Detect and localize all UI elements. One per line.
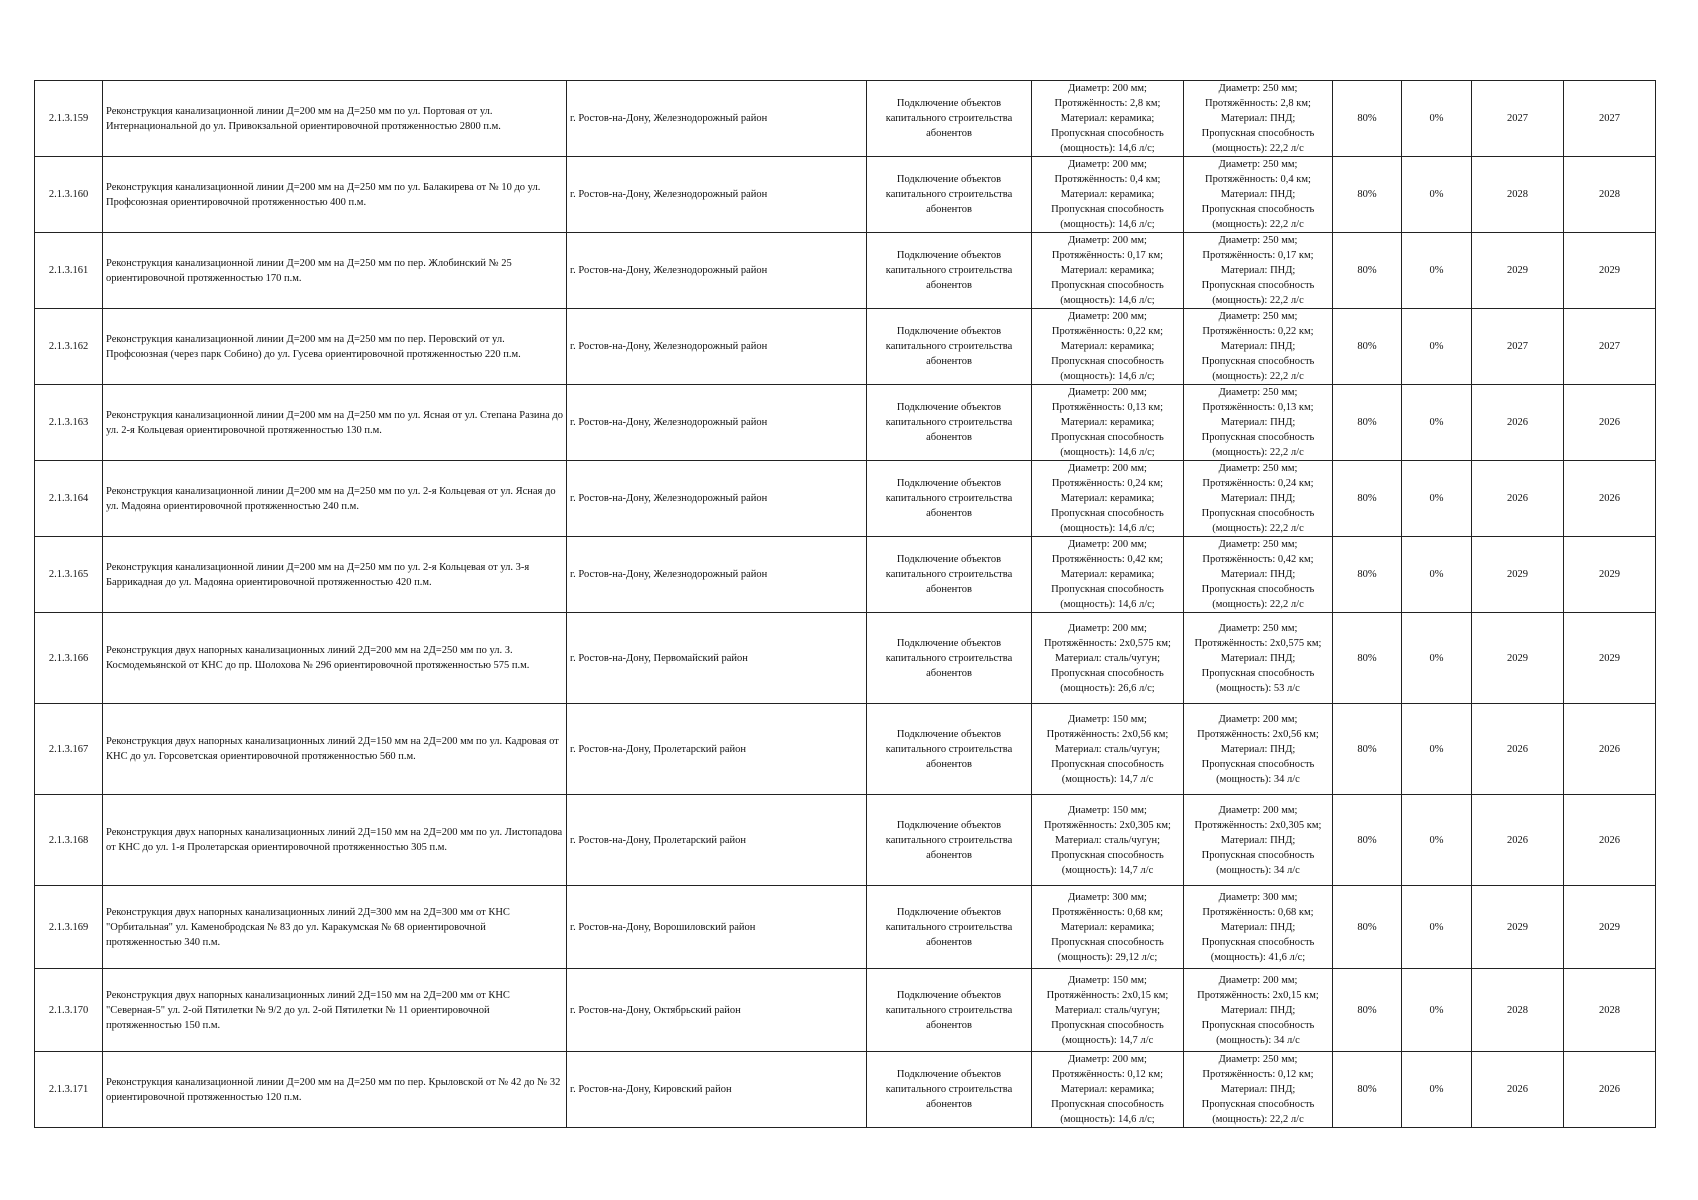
row-number: 2.1.3.171 [35,1052,103,1128]
spec-line: Протяжённость: 2х0,305 км; [1194,819,1322,831]
row-number: 2.1.3.166 [35,613,103,704]
spec-line: Материал: керамика; [1060,189,1155,200]
spec-line: Протяжённость: 0,12 км; [1051,1069,1164,1080]
spec-line: Протяжённость: 2х0,56 км; [1197,728,1319,740]
project-location: г. Ростов-на-Дону, Ворошиловский район [567,886,867,969]
spec-line: Диаметр: 200 мм; [1068,539,1147,550]
row-number: 2.1.3.163 [35,385,103,461]
spec-line: Протяжённость: 0,17 км; [1051,250,1164,261]
table-row [35,461,1656,537]
specs-after [1184,886,1333,969]
end-year: 2029 [1564,613,1656,704]
spec-line: Пропускная способность [1051,758,1164,770]
table-row [35,704,1656,795]
specs-before [1032,309,1184,385]
spec-line: (мощность): 14,6 л/с; [1060,523,1155,534]
spec-line: Материал: керамика; [1060,921,1155,933]
spec-line: Материал: ПНД; [1220,1084,1296,1095]
percent-completed: 0% [1402,385,1472,461]
percent-readiness: 80% [1333,309,1402,385]
specs-before [1032,157,1184,233]
spec-line: Диаметр: 200 мм; [1068,235,1147,246]
end-year: 2026 [1564,795,1656,886]
spec-line: Материал: ПНД; [1220,834,1296,846]
percent-completed: 0% [1402,157,1472,233]
project-purpose: Подключение объектов капитального строительства абонентов [867,309,1032,385]
table-row [35,613,1656,704]
spec-line: Пропускная способность [1201,280,1315,291]
spec-line: (мощность): 34 л/с [1216,773,1300,785]
spec-line: Пропускная способность [1201,936,1315,948]
spec-line: Материал: ПНД; [1220,265,1296,276]
specs-before [1032,886,1184,969]
spec-line: Пропускная способность [1051,1019,1164,1031]
investment-program-table [34,80,1656,1128]
spec-line: Пропускная способность [1201,508,1315,519]
spec-line: Материал: ПНД; [1220,417,1296,428]
specs-before [1032,385,1184,461]
project-purpose: Подключение объектов капитального строительства абонентов [867,385,1032,461]
spec-line: Диаметр: 250 мм; [1218,159,1298,170]
spec-line: (мощность): 14,6 л/с; [1060,447,1155,458]
spec-line: Диаметр: 200 мм; [1068,311,1147,322]
project-purpose: Подключение объектов капитального строительства абонентов [867,969,1032,1052]
table-row [35,81,1656,157]
project-location: г. Ростов-на-Дону, Пролетарский район [567,704,867,795]
spec-line: Протяжённость: 0,13 км; [1202,402,1314,413]
percent-readiness: 80% [1333,385,1402,461]
spec-line: Диаметр: 250 мм; [1218,1054,1298,1065]
percent-readiness: 80% [1333,1052,1402,1128]
project-location: г. Ростов-на-Дону, Первомайский район [567,613,867,704]
spec-line: Материал: ПНД; [1220,569,1296,580]
spec-line: Протяжённость: 0,42 км; [1051,554,1164,565]
project-location: г. Ростов-на-Дону, Кировский район [567,1052,867,1128]
start-year: 2028 [1472,969,1564,1052]
project-location: г. Ростов-на-Дону, Железнодорожный район [567,537,867,613]
spec-line: Протяжённость: 0,68 км; [1202,906,1314,918]
project-location: г. Ростов-на-Дону, Железнодорожный район [567,461,867,537]
spec-line: (мощность): 22,2 л/с [1212,599,1304,610]
spec-line: (мощность): 22,2 л/с [1212,371,1304,382]
spec-line: Протяжённость: 0,12 км; [1202,1069,1314,1080]
percent-readiness: 80% [1333,613,1402,704]
spec-line: Протяжённость: 0,42 км; [1202,554,1314,565]
specs-before [1032,613,1184,704]
spec-line: Протяжённость: 0,4 км; [1054,174,1161,185]
table-row [35,969,1656,1052]
spec-line: Пропускная способность [1051,936,1164,948]
start-year: 2029 [1472,886,1564,969]
row-number: 2.1.3.165 [35,537,103,613]
spec-line: Материал: керамика; [1060,341,1155,352]
spec-line: Материал: ПНД; [1220,743,1296,755]
start-year: 2029 [1472,613,1564,704]
spec-line: Пропускная способность [1201,584,1315,595]
specs-before [1032,795,1184,886]
table-row [35,795,1656,886]
start-year: 2026 [1472,385,1564,461]
row-number: 2.1.3.160 [35,157,103,233]
percent-readiness: 80% [1333,886,1402,969]
project-purpose: Подключение объектов капитального строительства абонентов [867,157,1032,233]
spec-line: (мощность): 26,6 л/с; [1060,682,1155,694]
specs-after [1184,309,1333,385]
spec-line: (мощность): 14,6 л/с; [1060,143,1155,154]
percent-readiness: 80% [1333,969,1402,1052]
project-purpose: Подключение объектов капитального строительства абонентов [867,1052,1032,1128]
spec-line: Материал: керамика; [1060,1084,1155,1095]
percent-completed: 0% [1402,1052,1472,1128]
spec-line: Диаметр: 200 мм; [1068,387,1147,398]
project-name: Реконструкция двух напорных канализационных линий 2Д=150 мм на 2Д=200 мм по ул. Кадровая от КНС до ул. Горсоветская ориентировочной протяженностью 560 п.м. [103,704,567,795]
row-number: 2.1.3.167 [35,704,103,795]
spec-line: Пропускная способность [1201,849,1315,861]
spec-line: Материал: керамика; [1060,493,1155,504]
spec-line: (мощность): 34 л/с [1216,864,1300,876]
specs-after [1184,795,1333,886]
project-location: г. Ростов-на-Дону, Пролетарский район [567,795,867,886]
spec-line: Пропускная способность [1051,432,1164,443]
percent-readiness: 80% [1333,704,1402,795]
specs-after [1184,385,1333,461]
spec-line: (мощность): 14,7 л/с [1061,864,1154,876]
start-year: 2029 [1472,233,1564,309]
spec-line: Протяжённость: 2х0,56 км; [1046,728,1169,740]
project-name: Реконструкция двух напорных канализационных линий 2Д=150 мм на 2Д=200 мм по ул. Листопадова от КНС до ул. 1-я Пролетарская ориентировочной протяженностью 305 п.м. [103,795,567,886]
spec-line: Диаметр: 250 мм; [1218,311,1298,322]
start-year: 2026 [1472,461,1564,537]
project-name: Реконструкция двух напорных канализационных линий 2Д=300 мм на 2Д=300 мм от КНС "Орбитальная" ул. Каменобродская № 83 до ул. Каракумская № 68 ориентировочной протяженностью 340 п.м. [103,886,567,969]
spec-line: (мощность): 29,12 л/с; [1057,951,1158,963]
spec-line: Протяжённость: 0,17 км; [1202,250,1314,261]
specs-after [1184,157,1333,233]
spec-line: (мощность): 14,6 л/с; [1060,599,1155,610]
percent-completed: 0% [1402,461,1472,537]
project-location: г. Ростов-на-Дону, Октябрьский район [567,969,867,1052]
spec-line: (мощность): 53 л/с [1216,682,1300,694]
specs-before [1032,537,1184,613]
spec-line: Материал: сталь/чугун; [1054,1004,1161,1016]
project-name: Реконструкция канализационной линии Д=200 мм на Д=250 мм по ул. 2-я Кольцевая от ул. 3-я Баррикадная до ул. Мадояна ориентировочной протяженностью 420 п.м. [103,537,567,613]
project-purpose: Подключение объектов капитального строительства абонентов [867,704,1032,795]
start-year: 2026 [1472,704,1564,795]
spec-line: Диаметр: 200 мм; [1068,622,1147,634]
percent-readiness: 80% [1333,537,1402,613]
project-purpose: Подключение объектов капитального строительства абонентов [867,795,1032,886]
percent-completed: 0% [1402,613,1472,704]
specs-after [1184,1052,1333,1128]
table-row [35,537,1656,613]
spec-line: Диаметр: 200 мм; [1068,1054,1147,1065]
percent-completed: 0% [1402,309,1472,385]
specs-after [1184,969,1333,1052]
end-year: 2026 [1564,385,1656,461]
spec-line: Диаметр: 250 мм; [1218,539,1298,550]
table-row [35,309,1656,385]
end-year: 2029 [1564,233,1656,309]
spec-line: (мощность): 22,2 л/с [1212,143,1304,154]
end-year: 2026 [1564,704,1656,795]
start-year: 2028 [1472,157,1564,233]
project-location: г. Ростов-на-Дону, Железнодорожный район [567,233,867,309]
end-year: 2028 [1564,157,1656,233]
project-purpose: Подключение объектов капитального строительства абонентов [867,233,1032,309]
spec-line: Материал: ПНД; [1220,189,1296,200]
spec-line: Протяжённость: 2х0,575 км; [1044,637,1171,649]
spec-line: Протяжённость: 0,22 км; [1202,326,1314,337]
project-purpose: Подключение объектов капитального строительства абонентов [867,461,1032,537]
row-number: 2.1.3.162 [35,309,103,385]
spec-line: (мощность): 14,7 л/с [1061,773,1154,785]
percent-completed: 0% [1402,795,1472,886]
percent-readiness: 80% [1333,461,1402,537]
project-name: Реконструкция канализационной линии Д=200 мм на Д=250 мм по ул. Балакирева от № 10 до ул. Профсоюзная ориентировочной протяженностью 400 п.м. [103,157,567,233]
row-number: 2.1.3.161 [35,233,103,309]
project-purpose: Подключение объектов капитального строительства абонентов [867,613,1032,704]
project-name: Реконструкция канализационной линии Д=200 мм на Д=250 мм по пер. Крыловской от № 42 до № 32 ориентировочной протяженностью 120 п.м. [103,1052,567,1128]
spec-line: Пропускная способность [1051,128,1164,139]
project-location: г. Ростов-на-Дону, Железнодорожный район [567,81,867,157]
spec-line: Протяжённость: 0,4 км; [1205,174,1311,185]
spec-line: Диаметр: 150 мм; [1068,713,1147,725]
spec-line: (мощность): 22,2 л/с [1212,1114,1304,1125]
spec-line: Материал: ПНД; [1220,341,1296,352]
project-location: г. Ростов-на-Дону, Железнодорожный район [567,385,867,461]
table-row [35,385,1656,461]
spec-line: Протяжённость: 2,8 км; [1054,98,1161,109]
spec-line: Материал: ПНД; [1220,1004,1296,1016]
row-number: 2.1.3.159 [35,81,103,157]
spec-line: Пропускная способность [1201,356,1315,367]
row-number: 2.1.3.170 [35,969,103,1052]
spec-line: Протяжённость: 2,8 км; [1205,98,1311,109]
specs-before [1032,1052,1184,1128]
percent-readiness: 80% [1333,157,1402,233]
row-number: 2.1.3.168 [35,795,103,886]
end-year: 2026 [1564,1052,1656,1128]
row-number: 2.1.3.169 [35,886,103,969]
spec-line: Материал: ПНД; [1220,113,1296,124]
spec-line: (мощность): 41,6 л/с; [1210,951,1306,963]
spec-line: Пропускная способность [1051,584,1164,595]
spec-line: Протяжённость: 0,22 км; [1051,326,1164,337]
end-year: 2026 [1564,461,1656,537]
project-purpose: Подключение объектов капитального строительства абонентов [867,81,1032,157]
spec-line: Протяжённость: 0,24 км; [1051,478,1164,489]
spec-line: Материал: керамика; [1060,265,1155,276]
specs-after [1184,233,1333,309]
specs-after [1184,537,1333,613]
spec-line: Диаметр: 150 мм; [1068,974,1147,986]
spec-line: Материал: сталь/чугун; [1054,834,1161,846]
percent-completed: 0% [1402,233,1472,309]
spec-line: Пропускная способность [1201,204,1315,215]
spec-line: Материал: керамика; [1060,569,1155,580]
spec-line: Диаметр: 200 мм; [1068,83,1147,94]
percent-readiness: 80% [1333,795,1402,886]
spec-line: Материал: ПНД; [1220,493,1296,504]
spec-line: Протяжённость: 2х0,15 км; [1197,989,1319,1001]
start-year: 2029 [1472,537,1564,613]
start-year: 2027 [1472,81,1564,157]
spec-line: Материал: сталь/чугун; [1054,743,1161,755]
specs-after [1184,461,1333,537]
percent-readiness: 80% [1333,81,1402,157]
project-location: г. Ростов-на-Дону, Железнодорожный район [567,309,867,385]
spec-line: Пропускная способность [1201,758,1315,770]
project-location: г. Ростов-на-Дону, Железнодорожный район [567,157,867,233]
spec-line: Материал: керамика; [1060,113,1155,124]
specs-before [1032,81,1184,157]
spec-line: Пропускная способность [1051,508,1164,519]
spec-line: (мощность): 14,7 л/с [1061,1034,1154,1046]
project-purpose: Подключение объектов капитального строительства абонентов [867,537,1032,613]
spec-line: Протяжённость: 2х0,575 км; [1194,637,1322,649]
spec-line: Протяжённость: 0,13 км; [1051,402,1164,413]
project-name: Реконструкция двух напорных канализационных линий 2Д=150 мм на 2Д=200 мм от КНС "Северная-5" ул. 2-ой Пятилетки № 9/2 до ул. 2-ой Пятилетки № 11 ориентировочной протяженностью 150 п.м. [103,969,567,1052]
spec-line: Диаметр: 150 мм; [1068,804,1147,816]
spec-line: Пропускная способность [1051,356,1164,367]
spec-line: Пропускная способность [1051,280,1164,291]
specs-before [1032,233,1184,309]
spec-line: Диаметр: 200 мм; [1218,713,1298,725]
start-year: 2026 [1472,1052,1564,1128]
spec-line: Протяжённость: 0,68 км; [1051,906,1164,918]
start-year: 2026 [1472,795,1564,886]
project-name: Реконструкция канализационной линии Д=200 мм на Д=250 мм по ул. Ясная от ул. Степана Разина до ул. 2-я Кольцевая ориентировочной протяженностью 130 п.м. [103,385,567,461]
spec-line: Материал: керамика; [1060,417,1155,428]
spec-line: Материал: сталь/чугун; [1054,652,1161,664]
spec-line: (мощность): 22,2 л/с [1212,219,1304,230]
spec-line: (мощность): 14,6 л/с; [1060,371,1155,382]
spec-line: Диаметр: 250 мм; [1218,463,1298,474]
spec-line: Диаметр: 300 мм; [1068,891,1147,903]
project-purpose: Подключение объектов капитального строительства абонентов [867,886,1032,969]
spec-line: Пропускная способность [1201,1099,1315,1110]
specs-before [1032,704,1184,795]
spec-line: Протяжённость: 0,24 км; [1202,478,1314,489]
percent-completed: 0% [1402,969,1472,1052]
spec-line: Протяжённость: 2х0,305 км; [1044,819,1171,831]
specs-after [1184,81,1333,157]
spec-line: Диаметр: 250 мм; [1218,83,1298,94]
project-name: Реконструкция двух напорных канализационных линий 2Д=200 мм на 2Д=250 мм по ул. З. Космодемьянской от КНС до пр. Шолохова № 296 ориентировочной протяженностью 575 п.м. [103,613,567,704]
spec-line: Диаметр: 250 мм; [1218,235,1298,246]
end-year: 2027 [1564,81,1656,157]
spec-line: Материал: ПНД; [1220,921,1296,933]
spec-line: Диаметр: 200 мм; [1068,159,1147,170]
table-row [35,157,1656,233]
spec-line: (мощность): 22,2 л/с [1212,447,1304,458]
spec-line: Пропускная способность [1051,1099,1164,1110]
percent-completed: 0% [1402,81,1472,157]
project-name: Реконструкция канализационной линии Д=200 мм на Д=250 мм по пер. Жлобинский № 25 ориентировочной протяженностью 170 п.м. [103,233,567,309]
specs-after [1184,613,1333,704]
table-row [35,1052,1656,1128]
specs-before [1032,461,1184,537]
project-name: Реконструкция канализационной линии Д=200 мм на Д=250 мм по пер. Перовский от ул. Профсоюзная (через парк Собино) до ул. Гусева ориентировочной протяженностью 220 п.м. [103,309,567,385]
spec-line: (мощность): 22,2 л/с [1212,295,1304,306]
percent-readiness: 80% [1333,233,1402,309]
specs-after [1184,704,1333,795]
end-year: 2028 [1564,969,1656,1052]
spec-line: Пропускная способность [1201,128,1315,139]
spec-line: Пропускная способность [1051,204,1164,215]
spec-line: (мощность): 22,2 л/с [1212,523,1304,534]
spec-line: (мощность): 34 л/с [1216,1034,1300,1046]
project-name: Реконструкция канализационной линии Д=200 мм на Д=250 мм по ул. Портовая от ул. Интернациональной до ул. Привокзальной ориентировочной протяженностью 2800 п.м. [103,81,567,157]
percent-completed: 0% [1402,704,1472,795]
spec-line: Диаметр: 250 мм; [1218,387,1298,398]
table-row [35,233,1656,309]
spec-line: Диаметр: 200 мм; [1068,463,1147,474]
percent-completed: 0% [1402,537,1472,613]
spec-line: (мощность): 14,6 л/с; [1060,219,1155,230]
spec-line: Материал: ПНД; [1220,652,1296,664]
spec-line: Диаметр: 250 мм; [1218,622,1298,634]
table-row [35,886,1656,969]
start-year: 2027 [1472,309,1564,385]
spec-line: Пропускная способность [1051,849,1164,861]
spec-line: Диаметр: 300 мм; [1218,891,1298,903]
spec-line: (мощность): 14,6 л/с; [1060,1114,1155,1125]
end-year: 2029 [1564,537,1656,613]
end-year: 2027 [1564,309,1656,385]
spec-line: Пропускная способность [1201,432,1315,443]
spec-line: Диаметр: 200 мм; [1218,804,1298,816]
specs-before [1032,969,1184,1052]
spec-line: Диаметр: 200 мм; [1218,974,1298,986]
spec-line: Пропускная способность [1201,667,1315,679]
spec-line: Пропускная способность [1201,1019,1315,1031]
spec-line: Пропускная способность [1051,667,1164,679]
spec-line: (мощность): 14,6 л/с; [1060,295,1155,306]
row-number: 2.1.3.164 [35,461,103,537]
spec-line: Протяжённость: 2х0,15 км; [1046,989,1169,1001]
percent-completed: 0% [1402,886,1472,969]
project-name: Реконструкция канализационной линии Д=200 мм на Д=250 мм по ул. 2-я Кольцевая от ул. Ясная до ул. Мадояна ориентировочной протяженностью 240 п.м. [103,461,567,537]
end-year: 2029 [1564,886,1656,969]
